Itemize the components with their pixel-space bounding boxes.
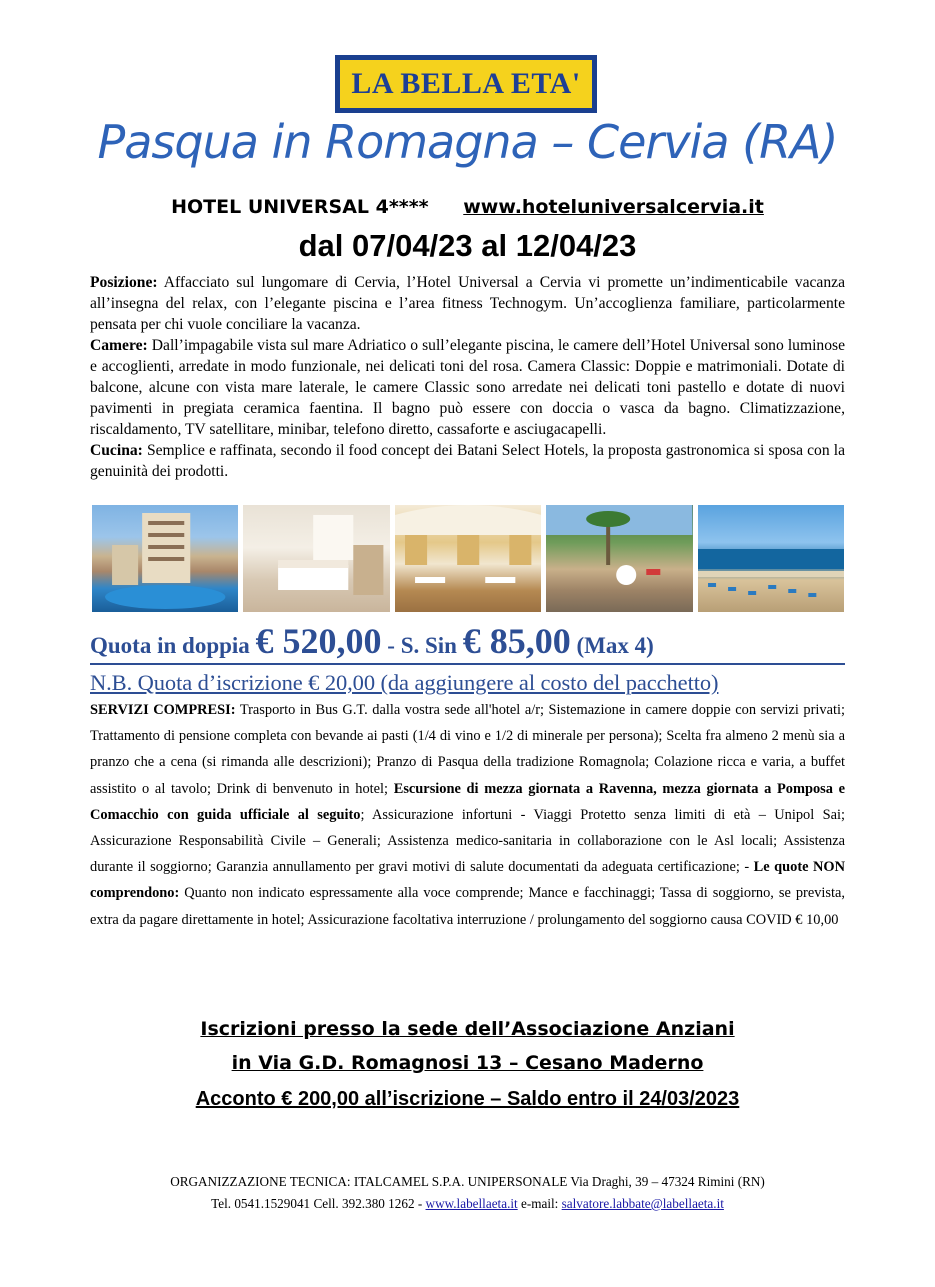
price-line [90,620,845,665]
hotel-url[interactable]: www.hoteluniversalcervia.it [463,196,764,218]
page-title: Pasqua in Romagna – Cervia (RA) [97,115,838,169]
footer-organizer [0,1174,935,1190]
cucina-label: Cucina: [90,442,143,459]
travel-dates: dal 07/04/23 al 12/04/23 [298,228,637,263]
website-link[interactable]: www.labellaeta.it [425,1196,518,1211]
hotel-name: HOTEL UNIVERSAL 4**** [171,196,429,218]
email-link[interactable]: salvatore.labbate@labellaeta.it [561,1196,724,1211]
restaurant-photo [395,505,541,612]
cucina-paragraph [90,440,845,482]
posizione-label: Posizione: [90,274,158,291]
cucina-text: Semplice e raffinata, secondo il food concept dei Batani Select Hotels, la proposta gastronomica si sposa con la genuinità dei prodotti. [90,442,845,480]
services-included [90,697,845,933]
phone-numbers: Tel. 0541.1529041 Cell. 392.380 1262 - [211,1196,426,1211]
price-max: (Max 4) [570,633,654,658]
services-not-included-label: Le quote NON comprendono: [90,859,845,902]
registration-line-2: in Via G.D. Romagnosi 13 – Cesano Maderno [231,1052,704,1074]
organizer-address: Via Draghi, 39 – 47324 Rimini (RN) [567,1174,765,1189]
services-excursion: Escursione di mezza giornata a Ravenna, mezza giornata a Pomposa e Comacchio con guida ufficiale al seguito [90,780,846,823]
logo-text: LA BELLA ETA' [340,60,592,108]
terrace-photo [546,505,692,612]
posizione-paragraph [90,272,845,335]
price-double: € 520,00 [255,621,382,661]
email-label: e-mail: [517,1196,562,1211]
hotel-description [90,272,845,482]
deposit-line: Acconto € 200,00 all’iscrizione – Saldo entro il 24/03/2023 [195,1088,740,1110]
registration-line-1: Iscrizioni presso la sede dell’Associazione Anziani [200,1018,735,1040]
services-label: SERVIZI COMPRESI: [90,702,236,718]
services-text-1: Trasporto in Bus G.T. dalla vostra sede all'hotel a/r; Sistemazione in camere doppie con servizi privati; Trattamento di pensione completa con bevande ai pasti (1/4 di vino e 1/2 di minerale per persona); Scelta fra almeno 2 menù sia a pranzo che a cena (si rimanda alle descrizioni); Pranzo di Pasqua della tradizione Romagnola; Colazione ricca e varia, a buffet assistito o al tavolo; Drink di benvenuto in hotel; [90,702,845,797]
registration-fee-note: N.B. Quota d’iscrizione € 20,00 (da aggiungere al costo del pacchetto) [90,670,719,695]
hotel-line [0,196,935,218]
camere-label: Camere: [90,337,148,354]
organizer-name: ORGANIZZAZIONE TECNICA: ITALCAMEL S.P.A. UNIPERSONALE [170,1174,568,1189]
price-separator: - S. Sin [381,633,463,658]
photo-strip [92,505,844,612]
services-text-3: Quanto non indicato espressamente alla voce comprende; Mance e facchinaggi; Tassa di soggiorno, se prevista, extra da pagare direttamente in hotel; Assicurazione facoltativa interruzione / prolungamento del soggiorno causa COVID € 10,00 [90,885,845,928]
camere-text: Dall’impagabile vista sul mare Adriatico o sull’elegante piscina, le camere dell’Hotel Universal sono luminose e accoglienti, arredate in modo funzionale, nei delicati toni del rosa. Camera Classic: Doppie e matrimoniali. Dotate di balcone, alcune con vista mare laterale, le camere Classic sono arredate nei delicati toni pastello e dotate di nuovi pavimenti in pregiata ceramica faentina. Il bagno può essere con doccia o vasca da bagno. Climatizzazione, riscaldamento, TV satellitare, minibar, telefono diretto, cassaforte e asciugacapelli. [90,337,845,438]
footer-contacts [0,1196,935,1212]
services-text-2: ; Assicurazione infortuni - Viaggi Protetto senza limiti di età – Unipol Sai; Assicurazione Responsabilità Civile – Generali; Assistenza medico-sanitaria in collaborazione con le Asl locali; Assistenza durante il soggiorno; Garanzia annullamento per gravi motivi di salute documentati da adeguata certificazione; - [90,806,845,876]
camere-paragraph [90,335,845,440]
hotel-exterior-photo [92,505,238,612]
price-label-double: Quota in doppia [90,633,256,658]
logo [335,55,597,113]
bedroom-photo [243,505,389,612]
beach-photo [698,505,844,612]
price-single-supplement: € 85,00 [462,621,571,661]
posizione-text: Affacciato sul lungomare di Cervia, l’Hotel Universal a Cervia vi promette un’indimenticabile vacanza all’insegna del relax, con l’elegante piscina e l’area fitness Technogym. Un’accoglienza familiare, particolarmente pensata per chi vuole conciliare la vacanza. [90,274,845,333]
